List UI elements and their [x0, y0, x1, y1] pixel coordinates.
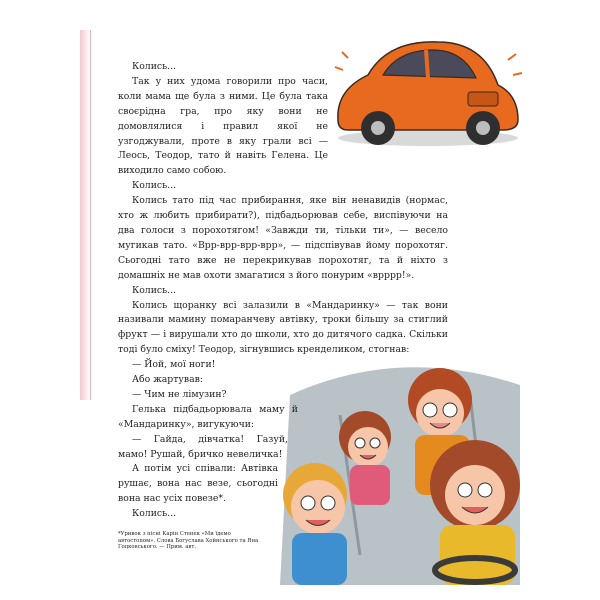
paragraph: Гелька підбадьорювала маму й «Мандаринку», вигукуючи:	[118, 403, 298, 430]
paragraph: Колись...	[132, 61, 177, 72]
paragraph: Або жартував:	[132, 374, 203, 386]
book-page-edge	[80, 30, 91, 400]
paragraph: Колись щоранку всі залазили в «Мандаринку» — так вони називали мамину помаранчеву автівку, троки більшу за стиглий фрукт — і вирушали хто до школи, хто до дитячого садка. Скільки тоді було сміху! Теодор, зігнувшись кренделиком, стогнав:	[118, 299, 448, 356]
paragraph: — Чим не лімузин?	[132, 388, 227, 400]
paragraph: Колись...	[132, 508, 177, 520]
paragraph: Колись...	[132, 180, 177, 192]
paragraph: — Йой, мої ноги!	[132, 359, 216, 371]
footnote: *Уривок з пісні Карін Стенек «Ми їдемо автостопом». Слова Богуслава Хойнського та Яна Гоцковського. — Прим. авт.	[118, 531, 259, 551]
paragraph: Колись...	[132, 284, 177, 296]
paragraph: Так у них удома говорили про часи, коли мама ще була з ними. Це була така своєрідна гра, про яку вони не домовлялися і правил якої не узгоджували, проте в яку грали всі — Леось, Теодор, тато й навіть Гелена. Це виходило само собою.	[118, 75, 328, 177]
paragraph: А потім усі співали: Автівка рушає, вона нас везе, сьогодні вона нас усіх повезе*.	[118, 463, 278, 505]
story-body-text	[118, 60, 448, 522]
paragraph: Колись тато під час прибирання, яке він ненавидів (нормас, хто ж любить прибирати?), підбадьорював себе, виспівуючи на два голоси з порохотягом! «Завжди ти, тільки ти», — весело мугикав тато. «Врр-врр-врр-врр», — підспівував йому порохотяг. Сьогодні тато вже не перекрикував порохотяг, та й ніхто з домашніх не мав охоти змагатися з його понурим «врррр!».	[118, 195, 448, 281]
paragraph: — Гайда, дівчатка! Газуй, мамо! Рушай, бричко невеличка!	[118, 433, 288, 460]
